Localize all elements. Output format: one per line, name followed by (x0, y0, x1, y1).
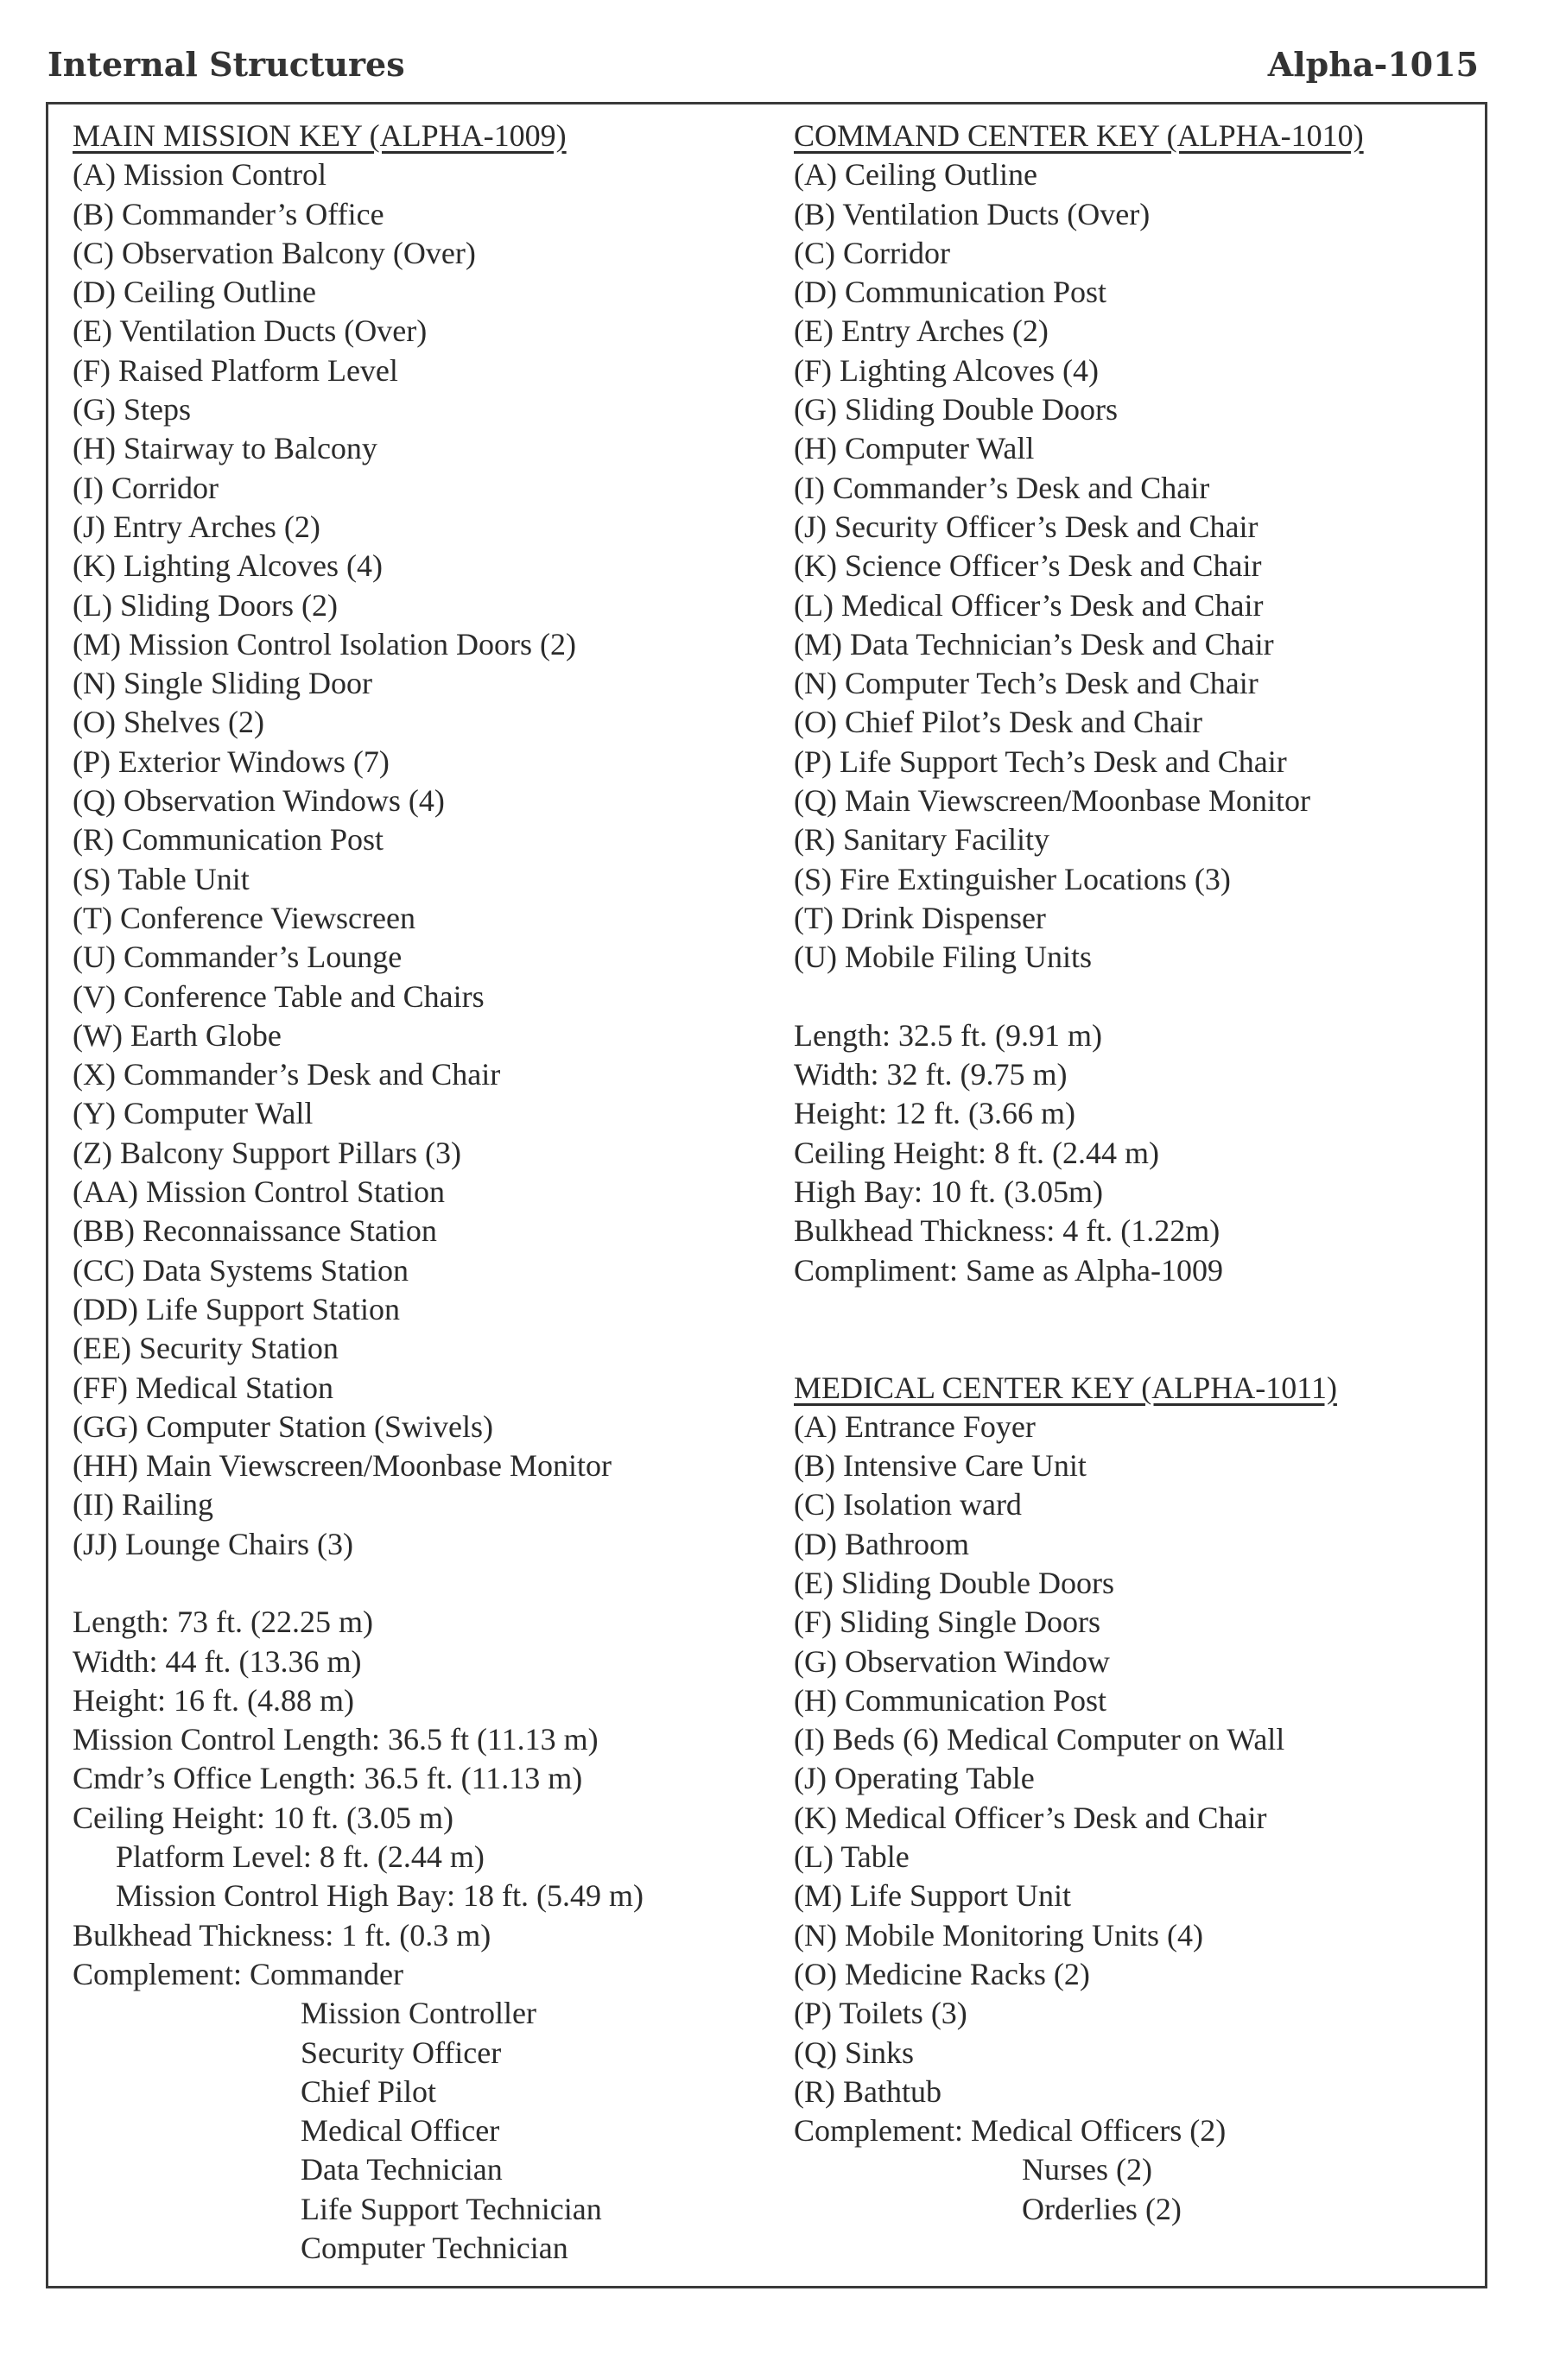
list-item: (A) Entrance Foyer (794, 1408, 1036, 1444)
spec-complement: Complement: Commander (73, 1956, 403, 1991)
list-item: (EE) Security Station (73, 1331, 339, 1366)
cc-spec: Bulkhead Thickness: 4 ft. (1.22m) (794, 1213, 1220, 1249)
list-item: (G) Steps (73, 392, 191, 427)
cc-spec: Height: 12 ft. (3.66 m) (794, 1096, 1075, 1131)
list-item: (V) Conference Table and Chairs (73, 978, 485, 1014)
spec-width: Width: 44 ft. (13.36 m) (73, 1643, 362, 1679)
list-item: (G) Observation Window (794, 1643, 1110, 1679)
cc-spec: Length: 32.5 ft. (9.91 m) (794, 1017, 1102, 1053)
complement-item: Security Officer (301, 2035, 502, 2070)
list-item: (M) Mission Control Isolation Doors (2) (73, 626, 576, 661)
medical-complement: Complement: Medical Officers (2) (794, 2113, 1227, 2149)
list-item: (K) Medical Officer’s Desk and Chair (794, 1800, 1267, 1835)
list-item: (U) Commander’s Lounge (73, 940, 403, 975)
spacer (794, 1329, 1468, 1368)
list-item: (F) Lighting Alcoves (4) (794, 352, 1099, 388)
list-item: (H) Stairway to Balcony (73, 431, 377, 466)
list-item: (O) Medicine Racks (2) (794, 1956, 1090, 1991)
complement-item: Nurses (2) (1022, 2152, 1152, 2187)
document-code: Alpha-1015 (1267, 45, 1479, 84)
list-item: (N) Mobile Monitoring Units (4) (794, 1917, 1203, 1953)
list-item: (I) Beds (6) Medical Computer on Wall (794, 1722, 1285, 1757)
list-item: (L) Table (794, 1839, 910, 1875)
list-item: (G) Sliding Double Doors (794, 392, 1118, 427)
spec-cmdr-office-length: Cmdr’s Office Length: 36.5 ft. (11.13 m) (73, 1761, 583, 1796)
page-title: Internal Structures (48, 45, 405, 84)
complement-item: Medical Officer (301, 2113, 500, 2149)
list-item: (AA) Mission Control Station (73, 1174, 446, 1210)
list-item: (K) Lighting Alcoves (4) (73, 548, 383, 584)
list-item: (D) Communication Post (794, 275, 1106, 310)
command-center-heading: COMMAND CENTER KEY (ALPHA-1010) (794, 118, 1364, 153)
list-item: (R) Bathtub (794, 2073, 942, 2109)
list-item: (C) Isolation ward (794, 1487, 1022, 1522)
list-item: (GG) Computer Station (Swivels) (73, 1408, 493, 1444)
list-item: (BB) Reconnaissance Station (73, 1213, 437, 1249)
list-item: (M) Data Technician’s Desk and Chair (794, 626, 1274, 661)
right-column (794, 117, 1468, 2229)
list-item: (C) Corridor (794, 235, 950, 270)
complement-item: Chief Pilot (301, 2073, 437, 2109)
list-item: (J) Security Officer’s Desk and Chair (794, 509, 1259, 544)
list-item: (P) Life Support Tech’s Desk and Chair (794, 744, 1287, 779)
list-item: (X) Commander’s Desk and Chair (73, 1057, 501, 1092)
list-item: (Q) Observation Windows (4) (73, 783, 445, 819)
main-mission-heading: MAIN MISSION KEY (ALPHA-1009) (73, 118, 567, 153)
list-item: (J) Entry Arches (2) (73, 509, 320, 544)
list-item: (U) Mobile Filing Units (794, 940, 1093, 975)
spec-height: Height: 16 ft. (4.88 m) (73, 1682, 354, 1718)
list-item: (C) Observation Balcony (Over) (73, 235, 476, 270)
list-item: (T) Drink Dispenser (794, 900, 1046, 935)
spec-length: Length: 73 ft. (22.25 m) (73, 1605, 373, 1640)
spec-high-bay: Mission Control High Bay: 18 ft. (5.49 m) (116, 1878, 644, 1914)
list-item: (N) Single Sliding Door (73, 666, 372, 701)
list-item: (I) Corridor (73, 470, 219, 505)
spacer (73, 1564, 785, 1603)
list-item: (H) Communication Post (794, 1682, 1106, 1718)
cc-spec: Compliment: Same as Alpha-1009 (794, 1252, 1223, 1288)
spacer (794, 978, 1468, 1016)
list-item: (N) Computer Tech’s Desk and Chair (794, 666, 1259, 701)
list-item: (E) Sliding Double Doors (794, 1565, 1114, 1600)
list-item: (P) Exterior Windows (7) (73, 744, 390, 779)
complement-item: Data Technician (301, 2152, 503, 2187)
list-item: (P) Toilets (3) (794, 1996, 967, 2031)
spec-ceiling-height: Ceiling Height: 10 ft. (3.05 m) (73, 1800, 453, 1835)
list-item: (L) Sliding Doors (2) (73, 587, 338, 623)
list-item: (A) Mission Control (73, 157, 327, 193)
spacer (794, 1290, 1468, 1329)
spec-platform-level: Platform Level: 8 ft. (2.44 m) (116, 1839, 485, 1875)
list-item: (O) Chief Pilot’s Desk and Chair (794, 705, 1202, 740)
list-item: (FF) Medical Station (73, 1370, 333, 1405)
page-header (48, 45, 1479, 97)
spec-bulkhead: Bulkhead Thickness: 1 ft. (0.3 m) (73, 1917, 491, 1953)
list-item: (B) Intensive Care Unit (794, 1448, 1087, 1484)
list-item: (II) Railing (73, 1487, 213, 1522)
cc-spec: Ceiling Height: 8 ft. (2.44 m) (794, 1135, 1159, 1170)
list-item: (D) Ceiling Outline (73, 275, 316, 310)
cc-spec: High Bay: 10 ft. (3.05m) (794, 1174, 1103, 1210)
list-item: (Q) Sinks (794, 2035, 915, 2070)
list-item: (CC) Data Systems Station (73, 1252, 409, 1288)
spec-mission-control-length: Mission Control Length: 36.5 ft (11.13 m) (73, 1722, 599, 1757)
list-item: (F) Sliding Single Doors (794, 1605, 1101, 1640)
complement-item: Mission Controller (301, 1996, 537, 2031)
list-item: (B) Commander’s Office (73, 196, 384, 231)
list-item: (E) Ventilation Ducts (Over) (73, 313, 428, 349)
list-item: (T) Conference Viewscreen (73, 900, 415, 935)
list-item: (F) Raised Platform Level (73, 352, 398, 388)
list-item: (JJ) Lounge Chairs (3) (73, 1526, 353, 1561)
list-item: (W) Earth Globe (73, 1017, 282, 1053)
list-item: (J) Operating Table (794, 1761, 1035, 1796)
list-item: (HH) Main Viewscreen/Moonbase Monitor (73, 1448, 612, 1484)
list-item: (DD) Life Support Station (73, 1291, 400, 1326)
list-item: (A) Ceiling Outline (794, 157, 1037, 193)
list-item: (L) Medical Officer’s Desk and Chair (794, 587, 1264, 623)
list-item: (R) Sanitary Facility (794, 822, 1049, 858)
list-item: (R) Communication Post (73, 822, 384, 858)
list-item: (Z) Balcony Support Pillars (3) (73, 1135, 461, 1170)
list-item: (E) Entry Arches (2) (794, 313, 1049, 349)
medical-center-heading: MEDICAL CENTER KEY (ALPHA-1011) (794, 1370, 1337, 1405)
list-item: (S) Fire Extinguisher Locations (3) (794, 861, 1231, 896)
cc-spec: Width: 32 ft. (9.75 m) (794, 1057, 1068, 1092)
list-item: (M) Life Support Unit (794, 1878, 1071, 1914)
list-item: (O) Shelves (2) (73, 705, 264, 740)
list-item: (Y) Computer Wall (73, 1096, 314, 1131)
list-item: (H) Computer Wall (794, 431, 1035, 466)
complement-item: Life Support Technician (301, 2191, 602, 2226)
main-mission-column (73, 117, 785, 2268)
list-item: (B) Ventilation Ducts (Over) (794, 196, 1151, 231)
list-item: (D) Bathroom (794, 1526, 969, 1561)
list-item: (I) Commander’s Desk and Chair (794, 470, 1210, 505)
list-item: (S) Table Unit (73, 861, 250, 896)
complement-item: Computer Technician (301, 2231, 568, 2266)
complement-item: Orderlies (2) (1022, 2191, 1182, 2226)
list-item: (Q) Main Viewscreen/Moonbase Monitor (794, 783, 1311, 819)
list-item: (K) Science Officer’s Desk and Chair (794, 548, 1262, 584)
